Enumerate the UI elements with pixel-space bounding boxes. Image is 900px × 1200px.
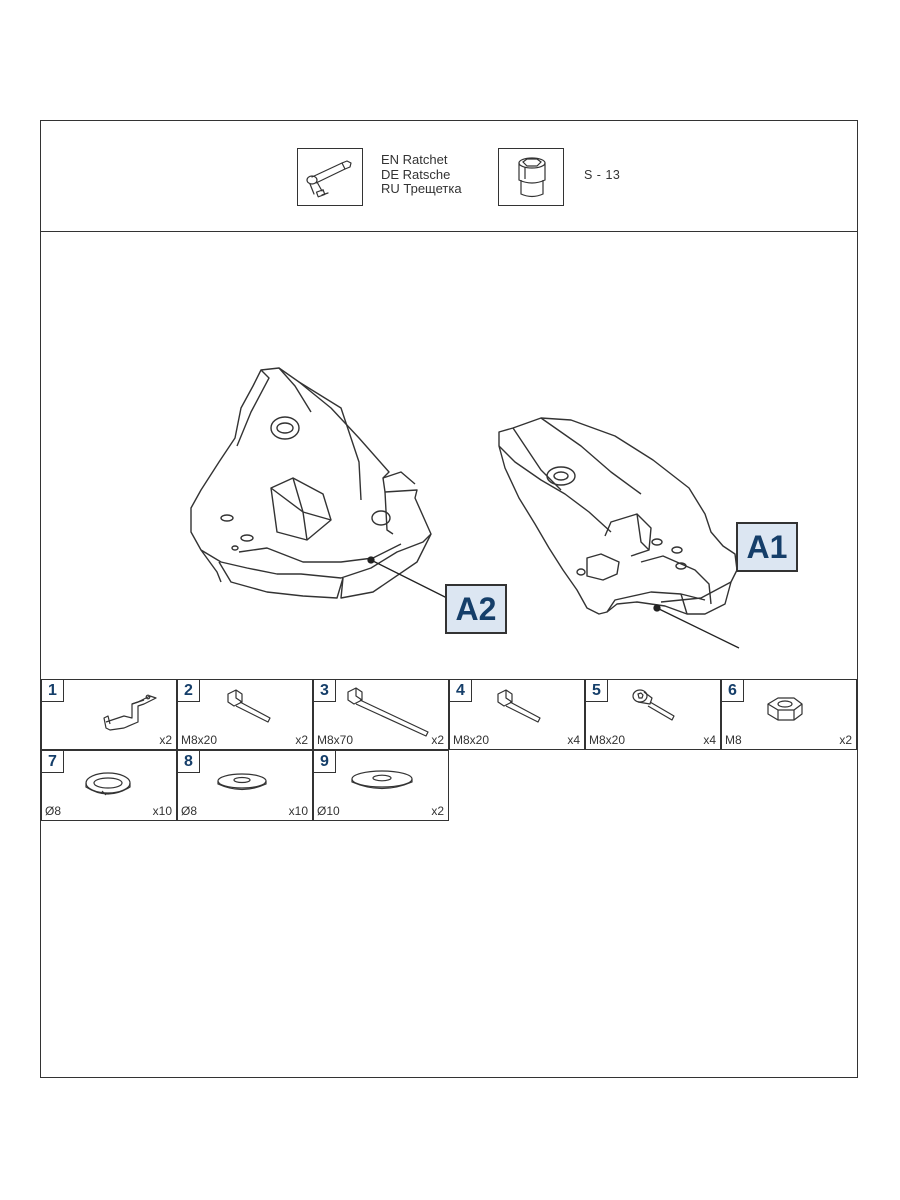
ratchet-label-en: EN Ratchet bbox=[381, 152, 448, 167]
part-qty: x10 bbox=[288, 804, 308, 818]
part-cell-9 bbox=[313, 750, 449, 821]
callout-a1: A1 bbox=[736, 522, 798, 572]
part-number: 7 bbox=[42, 751, 64, 773]
part-number: 4 bbox=[450, 680, 472, 702]
flat-washer-icon bbox=[200, 753, 310, 805]
assembly-figure bbox=[41, 232, 857, 679]
part-a2-illustration bbox=[191, 368, 431, 598]
flat-washer-large-icon bbox=[336, 753, 446, 805]
part-number: 2 bbox=[178, 680, 200, 702]
socket-size-label: S - 13 bbox=[584, 168, 621, 182]
part-number: 1 bbox=[42, 680, 64, 702]
bracket-icon bbox=[64, 682, 174, 734]
part-qty: x2 bbox=[839, 733, 852, 747]
part-qty: x2 bbox=[295, 733, 308, 747]
instruction-sheet bbox=[40, 120, 858, 1078]
part-number: 6 bbox=[722, 680, 744, 702]
part-spec: M8x20 bbox=[181, 733, 218, 747]
part-spec: Ø8 bbox=[181, 804, 198, 818]
part-spec: Ø8 bbox=[45, 804, 62, 818]
spring-washer-icon bbox=[64, 753, 174, 805]
part-cell-7 bbox=[41, 750, 177, 821]
part-cell-2 bbox=[177, 679, 313, 750]
part-cell-1 bbox=[41, 679, 177, 750]
part-qty: x4 bbox=[703, 733, 716, 747]
part-spec: M8x70 bbox=[317, 733, 354, 747]
tools-header bbox=[41, 121, 857, 232]
part-qty: x2 bbox=[159, 733, 172, 747]
part-spec: M8x20 bbox=[589, 733, 626, 747]
part-spec: Ø10 bbox=[317, 804, 340, 818]
part-number: 3 bbox=[314, 680, 336, 702]
part-number: 5 bbox=[586, 680, 608, 702]
part-a1-illustration bbox=[499, 418, 737, 614]
part-qty: x4 bbox=[567, 733, 580, 747]
part-qty: x2 bbox=[431, 804, 444, 818]
part-qty: x2 bbox=[431, 733, 444, 747]
part-cell-4 bbox=[449, 679, 585, 750]
part-cell-8 bbox=[177, 750, 313, 821]
hex-nut-icon bbox=[744, 682, 854, 734]
ratchet-labels bbox=[381, 153, 462, 197]
ratchet-label-ru: RU Трещетка bbox=[381, 181, 462, 196]
long-hex-bolt-icon bbox=[336, 682, 446, 734]
part-qty: x10 bbox=[152, 804, 172, 818]
ratchet-icon bbox=[297, 148, 363, 206]
part-spec: M8x20 bbox=[453, 733, 490, 747]
part-cell-5 bbox=[585, 679, 721, 750]
ratchet-label-de: DE Ratsche bbox=[381, 166, 451, 182]
hex-bolt-icon bbox=[200, 682, 310, 734]
part-number: 9 bbox=[314, 751, 336, 773]
hex-bolt-icon bbox=[472, 682, 582, 734]
socket-cap-bolt-icon bbox=[608, 682, 718, 734]
part-cell-6 bbox=[721, 679, 857, 750]
part-cell-3 bbox=[313, 679, 449, 750]
callout-a2: A2 bbox=[445, 584, 507, 634]
part-number: 8 bbox=[178, 751, 200, 773]
socket-icon bbox=[498, 148, 564, 206]
part-spec: M8 bbox=[725, 733, 742, 747]
